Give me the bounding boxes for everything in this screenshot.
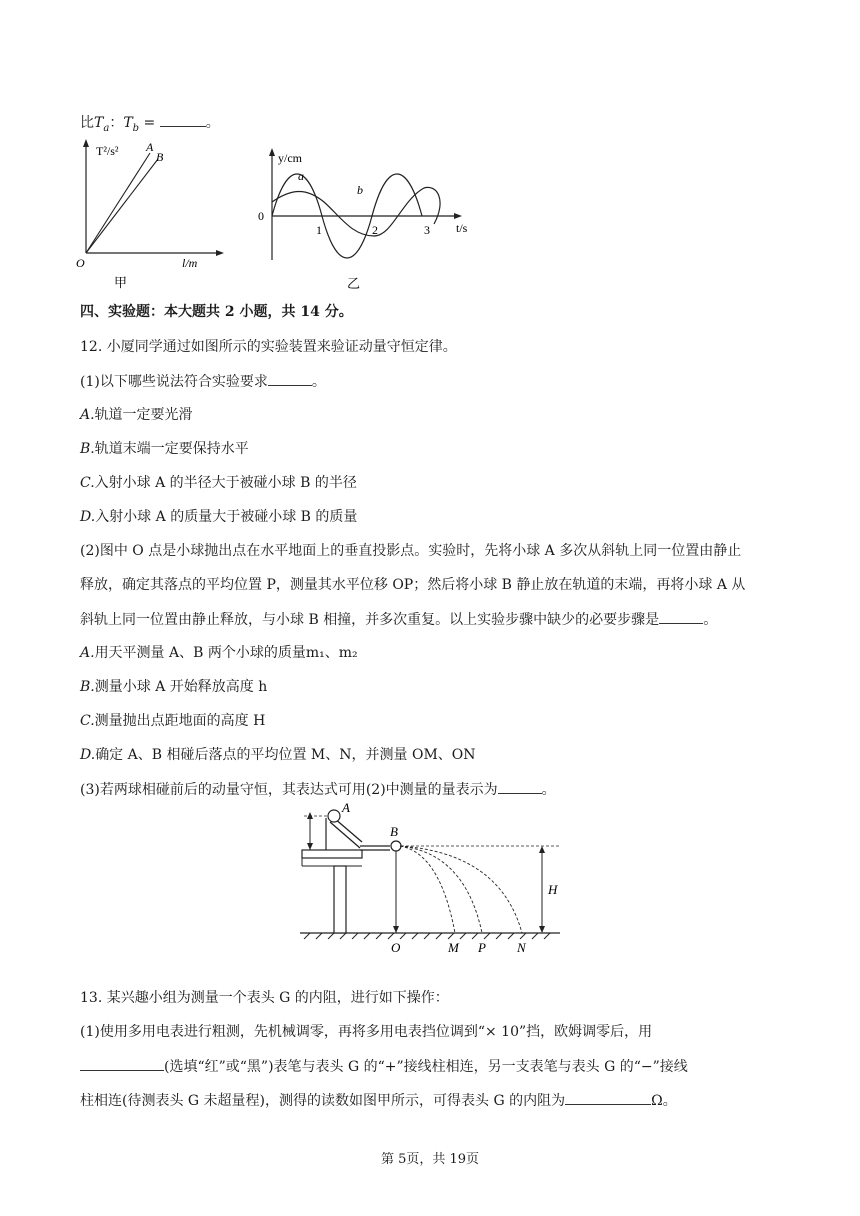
q13-part1-line3: 柱相连(待测表头 G 未超量程)，测得的读数如图甲所示，可得表头 G 的内阻为 Ω。 (80, 1090, 677, 1111)
answer-blank[interactable] (565, 1090, 651, 1105)
y-axis-label: y/cm (278, 151, 302, 165)
line-a-label: A (146, 140, 154, 154)
l-axis-label: l/m (182, 256, 198, 270)
q13-part1-line2: (选填“红”或“黑”)表笔与表头 G 的“+”接线柱相连，另一支表笔与表头 G 的“−”接线 (80, 1056, 688, 1077)
q12-part1: (1)以下哪些说法符合实验要求 。 (80, 371, 326, 392)
p1-option-c: C.入射小球 A 的半径大于被碰小球 B 的半径 (80, 475, 357, 491)
ratio-question-line: 比$T_a$：$T_b$ = 。 (80, 112, 220, 139)
caption-jia: 甲 (114, 275, 128, 290)
height-H-label: H (548, 882, 558, 897)
q12-part2-line3: 斜轨上同一位置由静止释放，与小球 B 相撞，并多次重复。以上实验步骤中缺少的必要步骤是 。 (80, 609, 717, 630)
p2-option-c: C.测量抛出点距地面的高度 H (80, 713, 266, 729)
section-heading: 四、实验题：本大题共 2 小题，共 14 分。 (80, 304, 353, 320)
apparatus-figure (290, 798, 570, 958)
q12-part2-line2: 释放，确定其落点的平均位置 P，测量其水平位移 OP；然后将小球 B 静止放在轨道的末端，再将小球 A 从 (80, 577, 746, 593)
tick-1: 1 (316, 223, 322, 237)
p1-option-b: B.轨道末端一定要保持水平 (80, 441, 249, 457)
answer-blank[interactable] (268, 371, 312, 386)
page-footer: 第 5页，共 19页 (380, 1152, 480, 1167)
q12-part3: (3)若两球相碰前后的动量守恒，其表达式可用(2)中测量的量表示为 。 (80, 779, 556, 800)
point-N-label: N (517, 940, 526, 955)
caption-yi: 乙 (347, 276, 361, 291)
q12-stem: 12. 小厦同学通过如图所示的实验装置来验证动量守恒定律。 (80, 339, 457, 355)
wave-a-label: a (298, 169, 304, 183)
origin-zero-label: 0 (258, 209, 264, 223)
p2-option-a: A.用天平测量 A、B 两个小球的质量m₁、m₂ (80, 645, 358, 661)
q13-part1-line1: (1)使用多用电表进行粗测，先机械调零，再将多用电表挡位调到“× 10”挡，欧姆调零后，用 (80, 1024, 653, 1040)
point-M-label: M (448, 940, 459, 955)
answer-blank[interactable] (80, 1056, 164, 1071)
t-axis-label: t/s (456, 221, 468, 235)
point-O-label: O (391, 940, 401, 955)
p1-option-d: D.入射小球 A 的质量大于被碰小球 B 的质量 (80, 509, 358, 525)
p2-option-b: B.测量小球 A 开始释放高度 h (80, 679, 268, 695)
figure-yi (252, 140, 482, 295)
wave-b-label: b (357, 183, 363, 197)
p1-option-a: A.轨道一定要光滑 (80, 407, 193, 423)
answer-blank[interactable] (659, 609, 703, 624)
q12-part2-line1: (2)图中 O 点是小球抛出点在水平地面上的垂直投影点。实验时，先将小球 A 多次从斜轨上同一位置由静止 (80, 543, 742, 559)
figure-jia (70, 135, 230, 295)
ball-a-label: A (342, 800, 350, 815)
answer-blank[interactable] (160, 112, 206, 127)
ball-b-label: B (390, 824, 398, 839)
tick-3: 3 (424, 223, 430, 237)
point-P-label: P (478, 940, 486, 955)
origin-label: O (76, 256, 85, 270)
t2-axis-label: T²/s² (96, 144, 119, 158)
p2-option-d: D.确定 A、B 相碰后落点的平均位置 M、N，并测量 OM、ON (80, 747, 476, 763)
answer-blank[interactable] (498, 779, 542, 794)
q13-stem: 13. 某兴趣小组为测量一个表头 G 的内阻，进行如下操作： (80, 990, 449, 1006)
tick-2: 2 (372, 223, 378, 237)
line-b-label: B (156, 150, 164, 164)
